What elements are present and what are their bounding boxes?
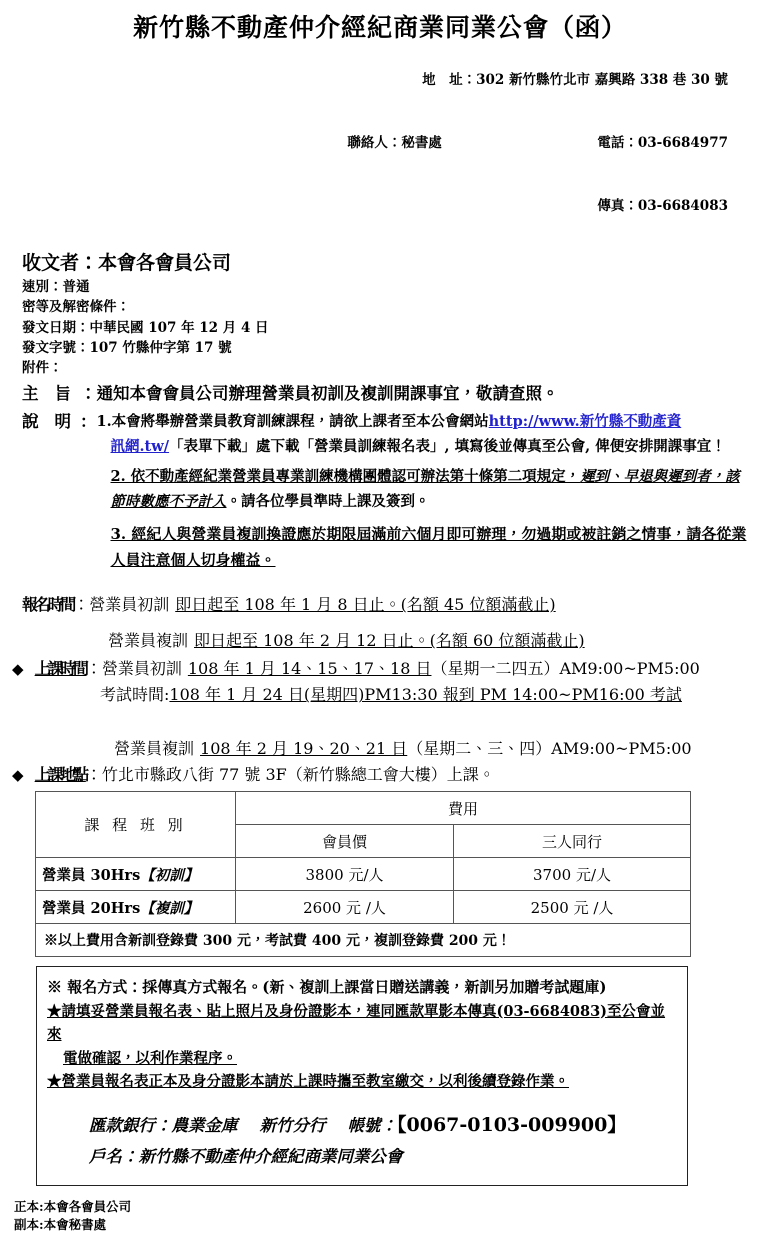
association-website-link-part1[interactable]: http://www.新竹縣不動產資 [489,413,682,430]
exam-time-row: 考試時間:108 年 1 月 24 日(星期四)PM13:30 報到 PM 14:00~PM16:00 考試 [12,683,760,707]
fee-table-header-row-1 [36,792,691,825]
footer-original-value: 本會各會員公司 [44,1199,132,1214]
account-number: 【0067-0103-009900】 [397,1114,626,1136]
signup-method-line: ※ 報名方式：採傳真方式報名。(新、複訓上課當日贈送講義，新訓另加贈考試題庫) [47,975,677,999]
subject-label-b: 旨 [55,384,72,403]
footer-original-line: 正本:本會各會員公司 [14,1198,760,1216]
fee-row-0-member-price: 3800 元/人 [236,858,454,891]
signup-fax-instruction-line-cont: 電做確認，以利作業程序。 [47,1047,677,1070]
class-location-value: 竹北市縣政八街 77 號 3F（新竹縣總工會大樓）上課。 [102,765,495,784]
bank-label: 匯款銀行 [89,1116,155,1135]
signup-fax-instruction-line: ★請填妥營業員報名表、貼上照片及身份證影本，連同匯款單影本傳真(03-6684083)至公會並來 [47,1000,677,1047]
address-value: 302 新竹縣竹北市 嘉興路 338 巷 30 號 [476,72,728,88]
enrollment-basic-course: 營業員初訓 [89,595,169,614]
doc-number-label: 發文字號 [22,340,76,356]
description-item-1-cont [97,435,760,458]
doc-number-value: 107 竹縣仲字第 17 號 [90,340,232,356]
classification-label: 密等及解密條件 [22,299,117,315]
issue-date-value: 中華民國 107 年 12 月 4 日 [90,320,269,336]
enrollment-basic-row: 報名時間：營業員初訓 即日起至 108 年 1 月 8 日止。(名額 45 位額滿截止) [22,593,760,617]
class-time-basic-row: ◆ 上課時間：營業員初訓 108 年 1 月 14、15、17、18 日（星期一二四五）AM9:00~PM5:00 [12,657,760,681]
recipient-label: 收文者 [22,252,79,274]
class-time-label: 上課時間 [35,657,86,681]
exam-time-value: 108 年 1 月 24 日(星期四)PM13:30 報到 PM 14:00~PM16:00 考試 [169,685,682,704]
description-item-3 [97,521,760,547]
description-item-2-c: 節時數應不予計入 [111,493,227,510]
description-item-3-cont [97,547,760,573]
phone-value: 03-6684977 [638,135,728,151]
footer-copy-label: 副本 [14,1217,39,1232]
footer-original-label: 正本 [14,1199,39,1214]
description-item-3-b: 人員注意個人切身權益。 [111,551,276,569]
description-row: 說 明 ： 1.本會將舉辦營業員教育訓練課程，請欲上課者至本公會網站http://www.新竹縣不動產資 訊網.tw/「表單下載」處下載「營業員訓練報名表」, 填寫後並傳真至公會, 俾便安排開課事宜！ 2. 依不動產經紀業營業員專業訓練機構團體認可辦法第十條第二項規定，遲到、早退與遲到者，該 節時數應不予計入。請各位學員準時上課及簽到。 3. 經紀人與營業員複訓換證應於期限屆滿前六個月即可辦理，勿過期或被註銷之情事，請各從業 人員注意個人切身權益。 [22,410,760,573]
class-time-advanced-row [12,737,760,761]
recipient-value: 本會各會員公司 [98,252,231,274]
speed-value: 普通 [63,279,90,295]
page-title: 新竹縣不動產仲介經紀商業同業公會（函） [0,0,760,43]
class-location-label: 上課地點 [35,763,86,787]
speed-line: 速別：普通 [22,277,760,297]
enrollment-advanced-course: 營業員複訓 [108,631,188,650]
association-website-link-part2[interactable]: 訊網.tw/ [111,438,170,455]
description-label-a: 說 [22,412,39,431]
attachment-line: 附件： [22,358,760,378]
description-item-2-b: 遲到、早退與遲到者，該 [580,468,740,485]
description-item-2-a: 2. 依不動產經紀業營業員專業訓練機構團體認可辦法第十條第二項規定， [111,468,581,485]
enrollment-label: 報名時間 [22,593,73,617]
enrollment-section [0,593,760,653]
description-item-1-post: 「表單下載」處下載「營業員訓練報名表」, 填寫後並傳真至公會, 俾便安排開課事宜！ [169,438,726,455]
description-item-2-d: 。請各位學員準時上課及簽到。 [227,493,430,510]
fee-header-group-price: 三人同行 [454,825,691,858]
fee-header-fee: 費用 [236,792,691,825]
recipient-line: 收文者：本會各會員公司 [22,250,760,278]
exam-time-label: 考試時間 [100,685,164,704]
contact-label: 聯絡人 [347,135,388,151]
account-name-value: 新竹縣不動產仲介經紀商業同業公會 [139,1147,403,1166]
attachment-label: 附件 [22,360,49,376]
class-time-section [0,657,760,761]
class-time-bullet-icon: ◆ [12,660,24,678]
table-row [36,858,691,891]
signup-method-box [36,966,688,1186]
description-item-2 [97,464,760,489]
speed-label: 速別 [22,279,49,295]
footer-copy-value: 本會秘書處 [44,1217,107,1232]
signup-original-docs-line: ★營業員報名表正本及身分證影本請於上課時攜至教室繳交，以利後續登錄作業。 [47,1070,677,1093]
document-meta-block [0,250,760,379]
subject-row: 主 旨 ：通知本會會員公司辦理營業員初訓及複訓開課事宜，敬請查照。 [22,382,760,407]
fee-table [35,791,691,957]
fax-value: 03-6684083 [638,198,728,214]
document-footer [0,1198,760,1234]
description-body [97,410,760,573]
contact-line: 聯絡人：秘書處 電話：03-6684977 [0,112,728,175]
fee-row-0-course: 營業員 30Hrs【初訓】 [36,858,236,891]
fee-table-note: ※以上費用含新訓登錄費 300 元，考試費 400 元，複訓登錄費 200 元！ [36,924,691,957]
fax-label: 傳真 [597,198,624,214]
class-location-section [0,763,760,787]
description-item-1-pre: 1.本會將舉辦營業員教育訓練課程，請欲上課者至本公會網站 [97,413,489,430]
enrollment-advanced-row [22,629,760,653]
account-name-line: 戶名：新竹縣不動產仲介經紀商業同業公會 [47,1144,677,1171]
enrollment-basic-period: 即日起至 108 年 1 月 8 日止。(名額 45 位額滿截止) [175,595,555,614]
organization-contact-block [0,49,760,237]
address-label: 地 址 [422,72,463,88]
fee-table-wrapper [0,791,760,957]
classification-line: 密等及解密條件： [22,297,760,317]
fee-row-0-group-price: 3700 元/人 [454,858,691,891]
account-label: 帳號 [348,1116,381,1135]
phone-label: 電話 [597,135,624,151]
account-name-label: 戶名 [89,1147,122,1166]
doc-number-line: 發文字號：107 竹縣仲字第 17 號 [22,338,760,358]
fee-header-member-price: 會員價 [236,825,454,858]
fee-row-1-member-price: 2600 元 /人 [236,891,454,924]
fee-table-note-row [36,924,691,957]
description-item-1 [97,410,760,433]
fee-row-1-course: 營業員 20Hrs【複訓】 [36,891,236,924]
fax-line: 傳真：03-6684083 [0,175,728,238]
subject-label-a: 主 [22,384,39,403]
address-line: 地 址：302 新竹縣竹北市 嘉興路 338 巷 30 號 [0,49,728,112]
subject-text: 通知本會會員公司辦理營業員初訓及複訓開課事宜，敬請查照。 [97,384,559,403]
bank-branch: 新竹分行 [260,1116,326,1135]
footer-copy-line: 副本:本會秘書處 [14,1216,760,1234]
issue-date-line: 發文日期：中華民國 107 年 12 月 4 日 [22,318,760,338]
subject-section [0,382,760,573]
class-location-row: ◆ 上課地點：竹北市縣政八街 77 號 3F（新竹縣總工會大樓）上課。 [12,763,760,787]
class-time-advanced-course: 營業員複訓 [114,739,194,758]
class-time-advanced-dates: 108 年 2 月 19、20、21 日 [200,739,407,758]
bank-value: 農業金庫 [172,1116,238,1135]
fee-header-course: 課 程 班 別 [36,792,236,858]
fee-row-1-group-price: 2500 元 /人 [454,891,691,924]
issue-date-label: 發文日期 [22,320,76,336]
class-time-basic-weekdays: （星期一二四五）AM9:00~PM5:00 [431,659,699,678]
enrollment-advanced-period: 即日起至 108 年 2 月 12 日止。(名額 60 位額滿截止) [194,631,585,650]
contact-value: 秘書處 [401,135,442,151]
description-item-2-cont [97,489,760,514]
class-location-bullet-icon: ◆ [12,766,24,784]
description-item-3-a: 3. 經紀人與營業員複訓換證應於期限屆滿前六個月即可辦理，勿過期或被註銷之情事，請各從業 [111,525,747,543]
class-time-advanced-weekdays: （星期二、三、四）AM9:00~PM5:00 [407,739,691,758]
table-row [36,891,691,924]
class-time-basic-dates: 108 年 1 月 14、15、17、18 日 [188,659,432,678]
class-time-basic-course: 營業員初訓 [102,659,182,678]
description-label-b: 明 [55,412,72,431]
description-label [22,410,80,573]
bank-transfer-line: 匯款銀行：農業金庫 新竹分行 帳號：【0067-0103-009900】 [47,1110,677,1141]
